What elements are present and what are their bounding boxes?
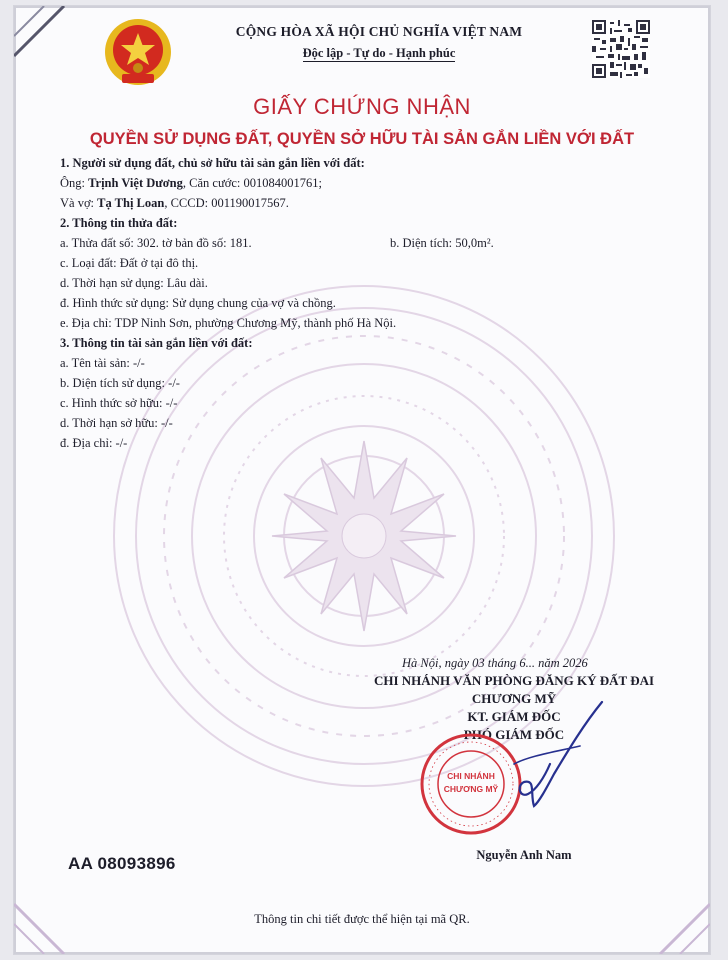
office-line: KT. GIÁM ĐỐC [467,709,561,724]
owner-line: Ông: Trịnh Việt Dương, Căn cước: 001084001761; [60,176,322,190]
certificate-page [14,6,710,954]
certificate-title: GIẤY CHỨNG NHẬN [253,94,471,119]
usage-form: đ. Hình thức sử dụng: Sử dụng chung của vợ và chồng. [60,296,336,310]
svg-text:CHƯƠNG MỸ: CHƯƠNG MỸ [443,784,499,794]
section1-heading: 1. Người sử dụng đất, chủ sở hữu tài sản gắn liền với đất: [60,156,365,170]
land-address: e. Địa chỉ: TDP Ninh Sơn, phường Chương Mỹ, thành phố Hà Nội. [60,316,397,330]
corner-ornament [14,6,74,66]
section2-heading: 2. Thông tin thửa đất: [60,216,178,230]
asset-item: đ. Địa chỉ: -/- [60,436,128,450]
office-line: CHI NHÁNH VĂN PHÒNG ĐĂNG KÝ ĐẤT ĐAI [373,673,655,688]
section3-heading: 3. Thông tin tài sản gắn liền với đất: [60,336,253,350]
spouse-name: Tạ Thị Loan [97,196,165,210]
certificate-subtitle: QUYỀN SỬ DỤNG ĐẤT, QUYỀN SỞ HỮU TÀI SẢN GẮN LIỀN VỚI ĐẤT [89,130,635,148]
office-line: CHƯƠNG MỸ [471,691,557,706]
parcel-number: a. Thửa đất số: 302. tờ bản đồ số: 181. [60,236,252,250]
spouse-line: Và vợ: Tạ Thị Loan, CCCD: 001190017567. [60,196,289,210]
svg-text:CHI NHÁNH: CHI NHÁNH [447,771,495,781]
serial-number: AA 08093896 [68,854,176,873]
owner-name: Trịnh Việt Dương [88,176,183,190]
asset-item: b. Diện tích sử dụng: -/- [60,376,180,390]
nation-name: CỘNG HÒA XÃ HỘI CHỦ NGHĨA VIỆT NAM [235,24,523,39]
usage-term: d. Thời hạn sử dụng: Lâu dài. [60,276,208,290]
national-emblem-icon [100,16,176,92]
office-line: PHÓ GIÁM ĐỐC [463,727,565,742]
parcel-area: b. Diện tích: 50,0m². [390,236,494,250]
signer-name: Nguyễn Anh Nam [476,848,572,862]
asset-item: a. Tên tài sản: -/- [60,356,145,370]
national-motto: Độc lập - Tự do - Hạnh phúc [302,46,456,60]
issue-date: Hà Nội, ngày 03 tháng 6... năm 2026 [402,656,588,670]
handwritten-signature [484,694,614,814]
asset-item: d. Thời hạn sở hữu: -/- [60,416,173,430]
asset-item: c. Hình thức sở hữu: -/- [60,396,178,410]
footer-note: Thông tin chi tiết được thể hiện tại mã QR. [254,912,470,926]
land-type: c. Loại đất: Đất ở tại đô thị. [60,256,199,270]
qr-code-icon [592,20,650,78]
